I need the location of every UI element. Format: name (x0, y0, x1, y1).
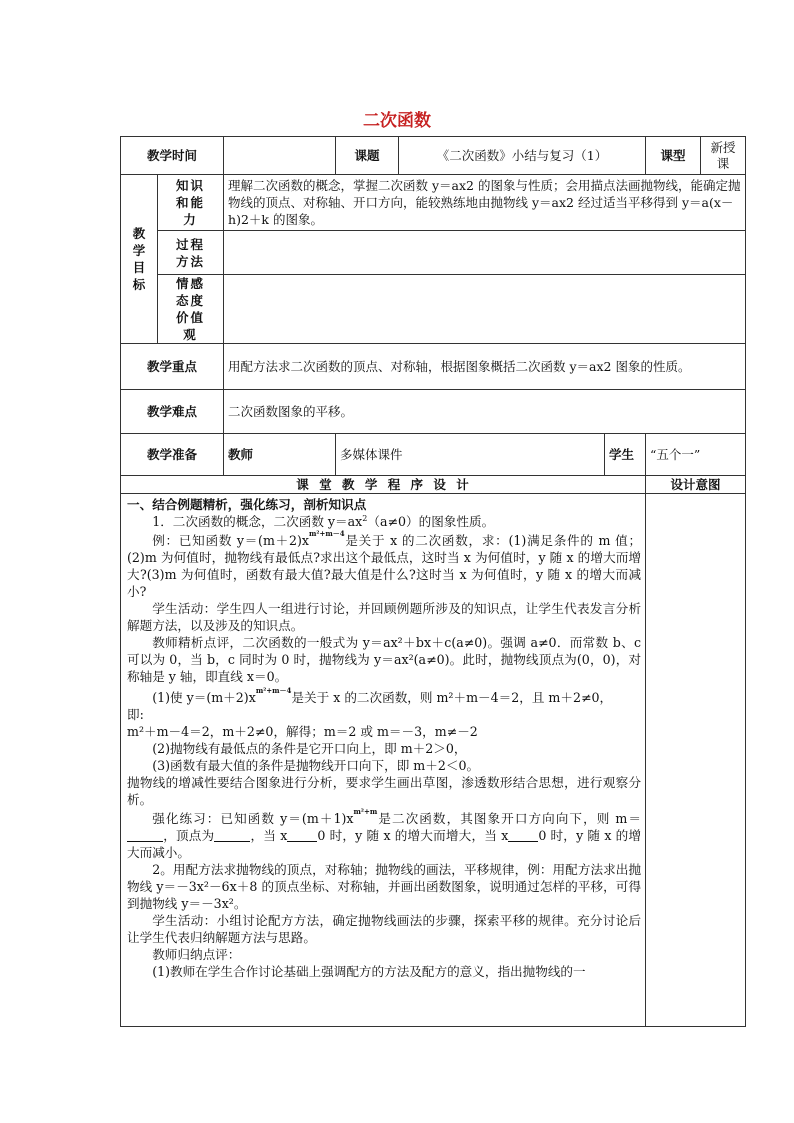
emotion-label: 情感态度价值观 (158, 275, 224, 344)
topic-label: 课题 (336, 137, 399, 175)
type-value: 新授课 (701, 137, 746, 175)
objective-emotion-row (121, 275, 746, 344)
intent-content (646, 494, 746, 1027)
procedure-label: 课 堂 教 学 程 序 设 计 (121, 476, 646, 494)
process-label: 过程方法 (158, 231, 224, 275)
paragraph-activity: 学生活动：学生四人一组进行讨论，并回顾例题所涉及的知识点，让学生代表发言分析解题方法，以及涉及的知识点。 (127, 601, 642, 633)
knowledge-text: 理解二次函数的概念，掌握二次函数 y＝ax2 的图象与性质；会用描点法画抛物线，能确定抛物线的顶点、对称轴、开口方向，能较熟练地由抛物线 y＝ax2 经过适当平移得到 y＝a(x－h)2＋k 的图象。 (224, 175, 746, 231)
difficulties-text: 二次函数图象的平移。 (224, 390, 746, 434)
comment-title: 教师归纳点评： (152, 947, 241, 962)
section-heading: 一、结合例题精析，强化练习，剖析知识点 (127, 497, 367, 512)
time-value (224, 137, 336, 175)
answer-blank[interactable] (214, 829, 250, 842)
type-label: 课型 (646, 137, 701, 175)
time-label: 教学时间 (121, 137, 224, 175)
page-title: 二次函数 (363, 111, 431, 131)
objective-process-row (121, 231, 746, 275)
design-header-row (121, 476, 746, 494)
solution-step-1-result: m²＋m－4＝2，m＋2≠0，解得；m＝2 或 m＝－3，m≠－2 (127, 724, 478, 739)
difficulties-label: 教学难点 (121, 390, 224, 434)
teacher-label: 教师 (224, 434, 336, 476)
objective-knowledge-row (121, 175, 746, 231)
key-points-row (121, 344, 746, 390)
solution-step-1: (1)使 $y=(m+2)x^{m^2+m-4}$是关于 x 的二次函数，则 m²＋m－4＝2，且 m＋2≠0， (152, 686, 613, 705)
preparation-label: 教学准备 (121, 434, 224, 476)
preparation-row (121, 434, 746, 476)
student-label: 学生 (605, 434, 646, 476)
solution-note: 抛物线的增减性要结合图象进行分析，要求学生画出草图，渗透数形结合思想，进行观察分析。 (127, 775, 642, 807)
solution-step-3: (3)函数有最大值的条件是抛物线开口向下，即 m＋2＜0。 (152, 758, 480, 773)
procedure-content (121, 494, 646, 1027)
answer-blank[interactable] (508, 829, 538, 842)
solution-step-1-label: 即: (127, 707, 144, 722)
answer-blank[interactable] (287, 829, 317, 842)
process-text (224, 231, 746, 275)
paragraph-example: 例：已知函数 $y=(m+2)x^{m^2+m-4}$是关于 x 的二次函数，求：(1)满足条件的 m 值；(2)m 为何值时，抛物线有最低点?求出这个最低点，这时当 x 为何值时，y 随 x 的增大而增大?(3)m 为何值时，函数有最大值?最大值是什么?这时当 x 为何值时，y 随 x 的增大而减小? (127, 529, 642, 599)
header-row (121, 137, 746, 175)
paragraph-completing-square: 2。用配方法求抛物线的顶点，对称轴；抛物线的画法，平移规律，例：用配方法求出抛物线 y＝－3x²－6x＋8 的顶点坐标、对称轴，并画出函数图象，说明通过怎样的平移，可得到抛物线 y＝－3x²。 (127, 862, 642, 911)
key-points-text: 用配方法求二次函数的顶点、对称轴，根据图象概括二次函数 y＝ax2 图象的性质。 (224, 344, 746, 390)
lesson-plan-table (120, 136, 746, 1027)
solution-step-2: (2)抛物线有最低点的条件是它开口向上，即 m＋2＞0， (152, 741, 467, 756)
paragraph-comment: 教师精析点评，二次函数的一般式为 y＝ax²＋bx＋c(a≠0)。强调 a≠0．而常数 b、c 可以为 0，当 b，c 同时为 0 时，抛物线为 y＝ax²(a≠0)。此时，抛物线顶点为(0，0)，对称轴是 y 轴，即直线 x＝0。 (127, 635, 642, 684)
intent-label: 设计意图 (646, 476, 746, 494)
design-body-row (121, 494, 746, 1027)
paragraph-concept: 1．二次函数的概念，二次函数 $y=ax^2(a\ne 0)$的图象性质。 (152, 513, 495, 529)
paragraph-activity-2: 学生活动：小组讨论配方方法，确定抛物线画法的步骤，探索平移的规律。充分讨论后让学生代表归纳解题方法与思路。 (127, 913, 642, 945)
difficulties-row (121, 390, 746, 434)
topic-value: 《二次函数》小结与复习（1） (399, 137, 646, 175)
objectives-label: 教学目标 (121, 175, 158, 344)
knowledge-label: 知识和能力 (158, 175, 224, 231)
teacher-value: 多媒体课件 (336, 434, 605, 476)
comment-text: (1)教师在学生合作讨论基础上强调配方的方法及配方的意义，指出抛物线的一 (152, 964, 586, 979)
student-value: “五个一” (646, 434, 746, 476)
answer-blank[interactable] (127, 829, 163, 842)
emotion-text (224, 275, 746, 344)
key-points-label: 教学重点 (121, 344, 224, 390)
drill-exercise: 强化练习：已知函数 $y=(m+1)x^{m^2+m}$是二次函数，其图象开口方向向下，则 m＝，顶点为 ，当 x 0 时，y 随 x 的增大而增大，当 x 0 时，y 随 x 的增大而减小。 (127, 807, 642, 860)
